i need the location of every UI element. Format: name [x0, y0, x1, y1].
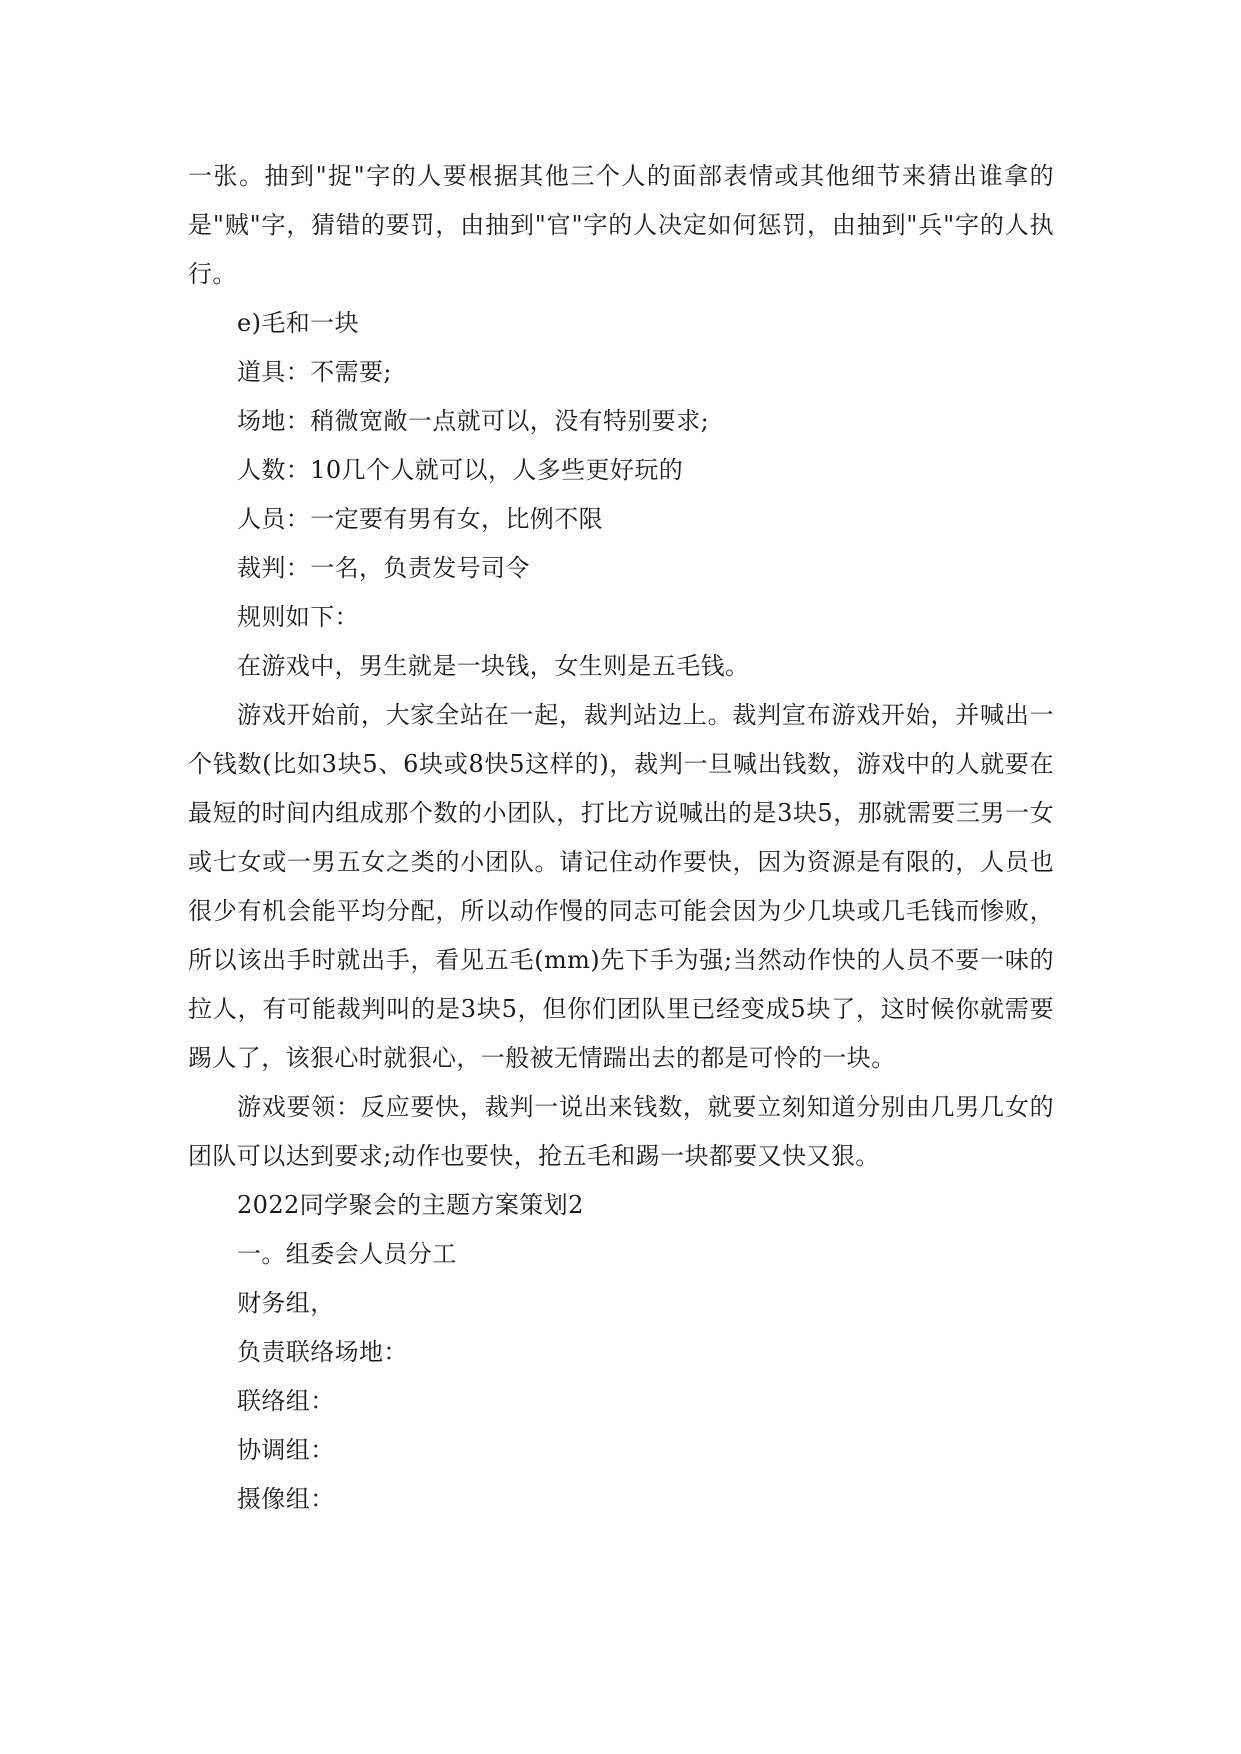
paragraph-referee: 裁判：一名，负责发号司令: [237, 554, 530, 582]
paragraph-money-values: 在游戏中，男生就是一块钱，女生则是五毛钱。: [237, 652, 750, 680]
paragraph-venue: 场地：稍微宽敞一点就可以，没有特别要求;: [237, 407, 710, 435]
paragraph-game-procedure: 游戏开始前，大家全站在一起，裁判站边上。裁判宣布游戏开始，并喊出一个钱数(比如3块5、6块或8快5这样的)，裁判一旦喊出钱数，游戏中的人就要在最短的时间内组成那个数的小团队，打比方说喊出的是3块5，那就需要三男一女或七女或一男五女之类的小团队。请记住动作要快，因为资源是有限的，人员也很少有机会能平均分配，所以动作慢的同志可能会因为少几块或几毛钱而惨败，所以该出手时就出手，看见五毛(mm)先下手为强;当然动作快的人员不要一味的拉人，有可能裁判叫的是3块5，但你们团队里已经变成5块了，这时候你就需要踢人了，该狠心时就狠心，一般被无情踹出去的都是可怜的一块。: [188, 701, 1054, 1072]
paragraph-props: 道具：不需要;: [237, 358, 392, 386]
list-item-venue-contact: 负责联络场地：: [237, 1338, 408, 1366]
section-title-plan-2: 2022同学聚会的主题方案策划2: [237, 1191, 584, 1219]
paragraph-game-rule-continuation: 一张。抽到"捉"字的人要根据其他三个人的面部表情或其他细节来猜出谁拿的是"贼"字，猜错的要罚，由抽到"官"字的人决定如何惩罚，由抽到"兵"字的人执行。: [188, 162, 1054, 288]
paragraph-game-tips: 游戏要领：反应要快，裁判一说出来钱数，就要立刻知道分别由几男几女的团队可以达到要求;动作也要快，抢五毛和踢一块都要又快又狠。: [188, 1093, 1054, 1170]
document-body: [188, 152, 1054, 1524]
list-item-finance-group: 财务组，: [237, 1289, 335, 1317]
section-heading-committee: 一。组委会人员分工: [237, 1240, 457, 1268]
heading-game-e: e)毛和一块: [237, 309, 359, 337]
list-item-coordination-group: 协调组：: [237, 1436, 335, 1464]
list-item-camera-group: 摄像组：: [237, 1485, 335, 1513]
paragraph-players: 人员：一定要有男有女，比例不限: [237, 505, 603, 533]
paragraph-player-count: 人数：10几个人就可以，人多些更好玩的: [237, 456, 684, 484]
paragraph-rules-intro: 规则如下：: [237, 603, 359, 631]
list-item-liaison-group: 联络组：: [237, 1387, 335, 1415]
